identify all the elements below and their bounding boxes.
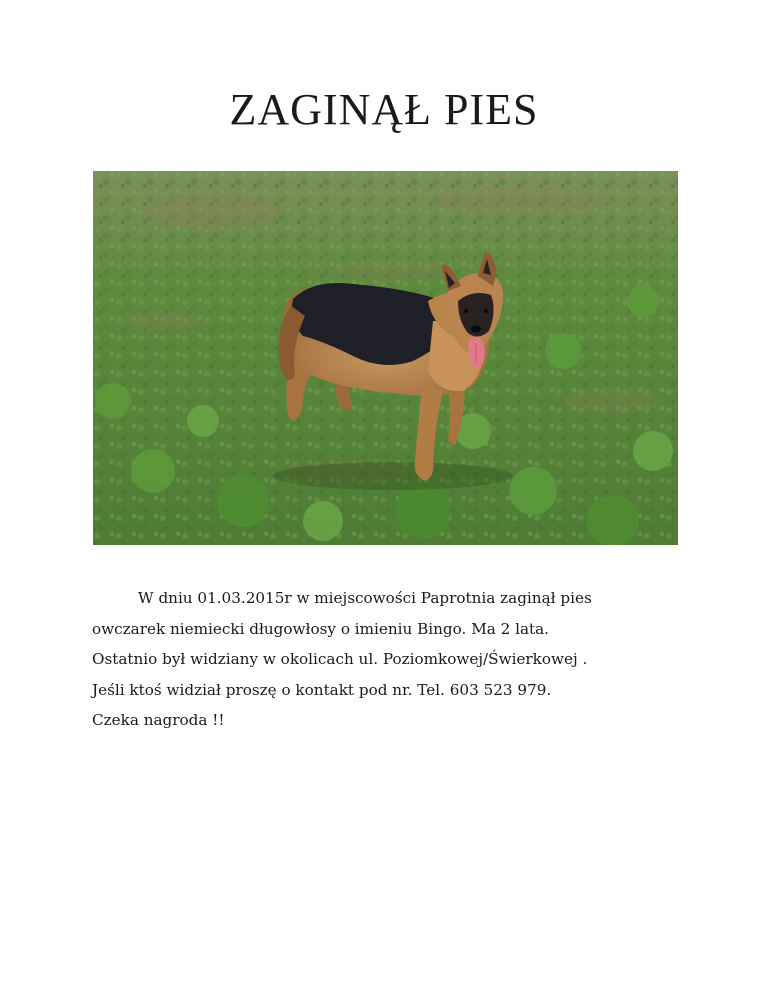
description-line: Czeka nagroda !! bbox=[92, 711, 225, 729]
description-line: Ostatnio był widziany w okolicach ul. Poziomkowej/Świerkowej . bbox=[92, 650, 588, 668]
dog-photo-illustration bbox=[93, 171, 678, 545]
description-paragraph bbox=[92, 583, 692, 736]
description-line: owczarek niemiecki długowłosy o imieniu Bingo. Ma 2 lata. bbox=[92, 619, 550, 638]
dog-photo bbox=[93, 171, 678, 545]
poster-title: ZAGINĄŁ PIES bbox=[229, 85, 539, 134]
description-line: Jeśli ktoś widział proszę o kontakt pod nr. Tel. 603 523 979. bbox=[92, 680, 552, 699]
description-line: W dniu 01.03.2015r w miejscowości Paprotnia zaginął pies bbox=[138, 589, 592, 607]
